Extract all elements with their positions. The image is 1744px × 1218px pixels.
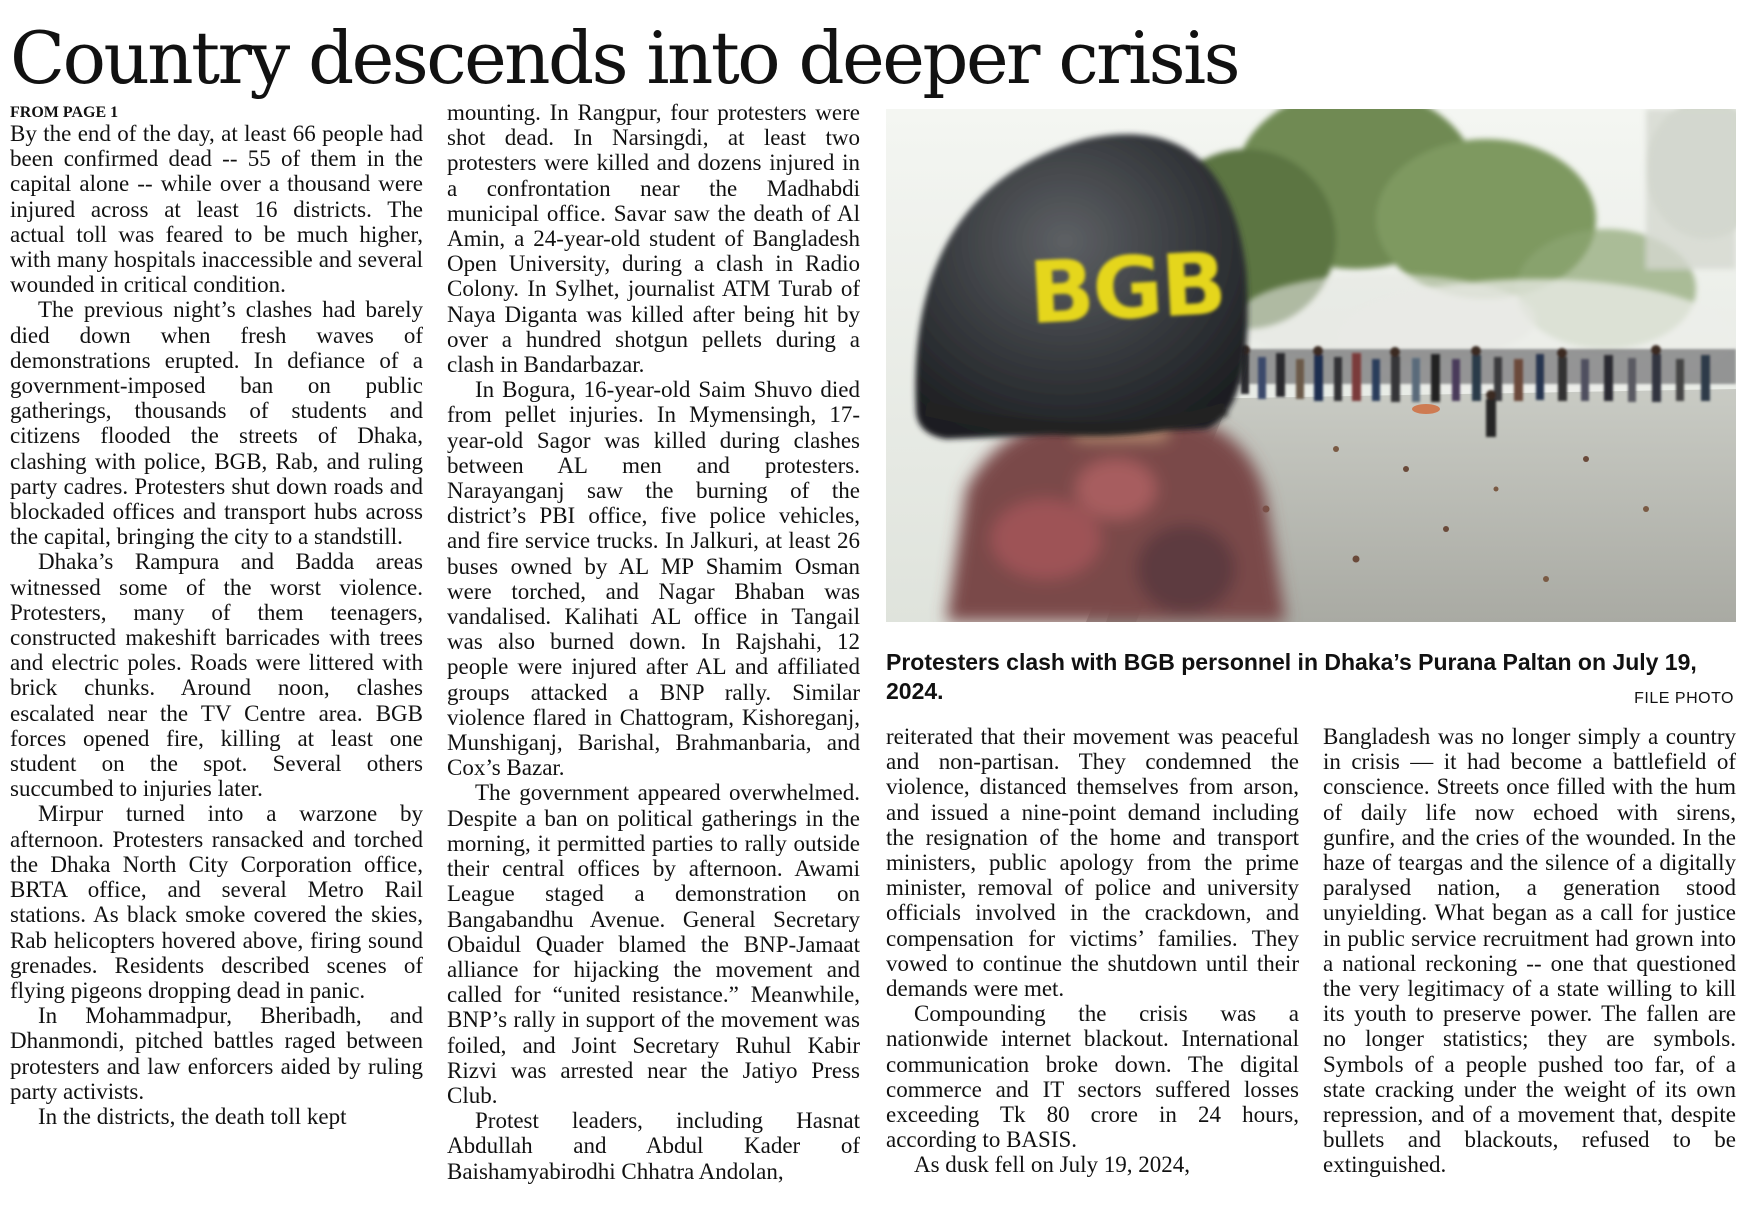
paragraph: Bangladesh was no longer simply a country in crisis — it had become a battlefield of conscience. Streets once filled with the hum of daily life now echoed with sirens, gunfire, and the cries of the wounded. In the haze of teargas and the silence of a digitally paralysed nation, a generation stood unyielding. What began as a call for justice in public service recruitment had grown into a national reckoning -- one that questioned the very legitimacy of a state willing to kill its youth to preserve power. The fallen are no longer statistics; they are symbols. Symbols of a people pushed too far, of a state cracking under the weight of its own repression, and of a movement that, despite bullets and blackouts, refused to be extinguished. [1323,724,1736,1178]
paragraph: Dhaka’s Rampura and Badda areas witnessed some of the worst violence. Protesters, many of them teenagers, constructed makeshift barricades with trees and electric poles. Roads were littered with brick chunks. Around noon, clashes escalated near the TV Centre area. BGB forces opened fire, killing at least one student on the spot. Several others succumbed to injuries later. [10,549,423,802]
photo-illustration [886,109,1736,622]
paragraph: Compounding the crisis was a nationwide internet blackout. International communication broke down. The digital commerce and IT sectors suffered losses exceeding Tk 80 crore in 24 hours, according to BASIS. [886,1001,1299,1153]
news-photo [886,109,1736,622]
helmet-label: BGB [1026,233,1228,345]
paragraph: The previous night’s clashes had barely died down when fresh waves of demonstrations erupted. In defiance of a government-imposed ban on public gatherings, thousands of students and citizens flooded the streets of Dhaka, clashing with police, BGB, Rab, and ruling party cadres. Protesters shut down roads and blockaded offices and transport hubs across the capital, bringing the city to a standstill. [10,297,423,550]
photo-credit: FILE PHOTO [1634,690,1734,707]
paragraph: The government appeared overwhelmed. Despite a ban on political gatherings in the morning, it permitted parties to rally outside their central offices by afternoon. Awami League staged a demonstration on Bangabandhu Avenue. General Secretary Obaidul Quader blamed the BNP-Jamaat alliance for hijacking the movement and called for “united resistance.” Meanwhile, BNP’s rally in support of the movement was foiled, and Joint Secretary Ruhul Kabir Rizvi was arrested near the Jatiyo Press Club. [447,780,860,1108]
paragraph: Mirpur turned into a warzone by afternoon. Protesters ransacked and torched the Dhaka North City Corporation office, BRTA office, and several Metro Rail stations. As black smoke covered the skies, Rab helicopters hovered above, firing sound grenades. Residents described scenes of flying pigeons dropping dead in panic. [10,801,423,1003]
paragraph: In Bogura, 16-year-old Saim Shuvo died from pellet injuries. In Mymensingh, 17-year-old Sagor was killed during clashes between AL men and protesters. Narayanganj saw the burning of the district’s PBI office, five police vehicles, and fire service trucks. In Jalkuri, at least 26 buses owned by AL MP Shamim Osman were torched, and Nagar Bhaban was vandalised. Kalihati AL office in Tangail was also burned down. In Rajshahi, 12 people were injured after AL and affiliated groups attacked a BNP rally. Similar violence flared in Chattogram, Kishoreganj, Munshiganj, Barishal, Brahmanbaria, and Cox’s Bazar. [447,377,860,781]
article-column-3 [886,724,1299,1211]
article-column-4 [1323,724,1736,1211]
kicker-from-page: FROM PAGE 1 [10,104,119,121]
paragraph: As dusk fell on July 19, 2024, [914,1152,1190,1178]
article-column-1 [10,121,423,1211]
paragraph: Protest leaders, including Hasnat Abdullah and Abdul Kader of Baishamyabirodhi Chhatra Andolan, [447,1108,860,1184]
photo-caption: Protesters clash with BGB personnel in Dhaka’s Purana Paltan on July 19, 2024. [886,649,1697,704]
headline: Country descends into deeper crisis [10,16,1239,100]
article-column-2 [447,100,860,1211]
paragraph: reiterated that their movement was peaceful and non-partisan. They condemned the violence, distanced themselves from arson, and issued a nine-point demand including the resignation of the home and transport ministers, public apology from the prime minister, removal of police and university officials involved in the crackdown, and compensation for victims’ families. They vowed to continue the shutdown until their demands were met. [886,724,1299,1002]
paragraph: In Mohammadpur, Bheribadh, and Dhanmondi, pitched battles raged between protesters and law enforcers aided by ruling party activists. [10,1003,423,1104]
paragraph: By the end of the day, at least 66 people had been confirmed dead -- 55 of them in the capital alone -- while over a thousand were injured across at least 16 districts. The actual toll was feared to be much higher, with many hospitals inaccessible and several wounded in critical condition. [10,121,423,298]
paragraph: In the districts, the death toll kept [38,1103,347,1129]
paragraph: mounting. In Rangpur, four protesters were shot dead. In Narsingdi, at least two protesters were killed and dozens injured in a confrontation near the Madhabdi municipal office. Savar saw the death of Al Amin, a 24-year-old student of Bangladesh Open University, during a clash in Radio Colony. In Sylhet, journalist ATM Turab of Naya Diganta was killed after being hit by over a hundred shotgun pellets during a clash in Bandarbazar. [447,100,860,378]
